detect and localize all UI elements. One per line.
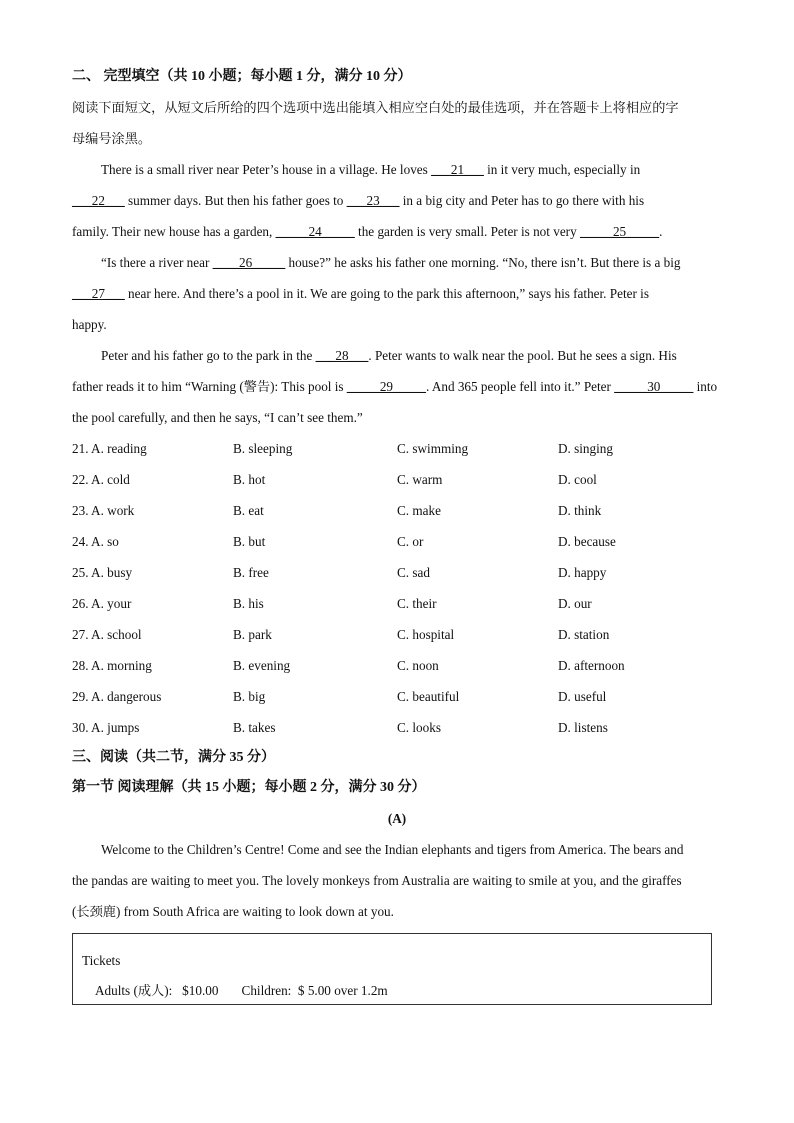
option-c: C. noon xyxy=(397,658,439,673)
option-c: C. warm xyxy=(397,472,443,487)
option-d: D. because xyxy=(558,534,616,549)
option-b: B. big xyxy=(233,689,266,704)
section2-heading: 二、 完型填空（共 10 小题；每小题 1 分，满分 10 分） xyxy=(72,69,412,84)
passage-line: There is a small river near Peter’s house in a village. He loves ___21___ in it very much, especially in xyxy=(101,162,641,177)
option-a: 21. A. reading xyxy=(72,441,147,456)
instruction-line-1: 阅读下面短文，从短文后所给的四个选项中选出能填入相应空白处的最佳选项，并在答题卡上将相应的字 xyxy=(72,100,679,115)
option-a: 27. A. school xyxy=(72,627,142,642)
option-d: D. think xyxy=(558,503,602,518)
option-c: C. their xyxy=(397,596,437,611)
option-c: C. looks xyxy=(397,720,441,735)
tickets-title: Tickets xyxy=(82,953,121,968)
option-b: B. but xyxy=(233,534,266,549)
passage-line: happy. xyxy=(72,317,107,332)
option-a: 28. A. morning xyxy=(72,658,152,673)
option-d: D. our xyxy=(558,596,592,611)
passage-line: the pool carefully, and then he says, “I can’t see them.” xyxy=(72,410,363,425)
passage-line: ___22___ summer days. But then his father goes to ___23___ in a big city and Peter has to go there with his xyxy=(72,193,645,208)
passage-label: (A) xyxy=(387,811,407,826)
blank-21: ___21___ xyxy=(431,162,484,177)
option-b: B. park xyxy=(233,627,272,642)
option-c: C. sad xyxy=(397,565,430,580)
passage-a-line: the pandas are waiting to meet you. The lovely monkeys from Australia are waiting to smile at you, and the giraffes xyxy=(72,873,682,888)
blank-22: ___22___ xyxy=(72,193,125,208)
blank-25: _____25_____ xyxy=(579,224,660,239)
option-a: 25. A. busy xyxy=(72,565,133,580)
option-b: B. hot xyxy=(233,472,266,487)
option-b: B. evening xyxy=(233,658,291,673)
blank-23: ___23___ xyxy=(346,193,400,208)
option-d: D. afternoon xyxy=(558,658,625,673)
option-d: D. happy xyxy=(558,565,607,580)
option-a: 23. A. work xyxy=(72,503,135,518)
part1-heading: 第一节 阅读理解（共 15 小题；每小题 2 分，满分 30 分） xyxy=(72,780,426,795)
question-row xyxy=(72,433,722,464)
question-row xyxy=(72,619,722,650)
tickets-prices: Adults (成人): $10.00 Children: $ 5.00 over 1.2m xyxy=(95,983,388,998)
question-row xyxy=(72,557,722,588)
passage-line: family. Their new house has a garden, _____24_____ the garden is very small. Peter is not very _____25_____. xyxy=(72,224,663,239)
option-b: B. free xyxy=(233,565,269,580)
option-a: 22. A. cold xyxy=(72,472,130,487)
blank-24: _____24_____ xyxy=(275,224,355,239)
option-b: B. sleeping xyxy=(233,441,293,456)
option-c: C. beautiful xyxy=(397,689,460,704)
option-d: D. listens xyxy=(558,720,608,735)
question-options xyxy=(72,433,722,743)
passage-line: father reads it to him “Warning (警告): This pool is _____29_____. And 365 people fell into it.” Peter _____30_____ into xyxy=(72,379,718,394)
instruction-line-2: 母编号涂黑。 xyxy=(72,131,152,146)
passage-a-line: Welcome to the Children’s Centre! Come and see the Indian elephants and tigers from America. The bears and xyxy=(101,842,684,857)
question-row xyxy=(72,495,722,526)
blank-28: ___28___ xyxy=(315,348,369,363)
option-c: C. or xyxy=(397,534,424,549)
question-row xyxy=(72,526,722,557)
option-a: 24. A. so xyxy=(72,534,119,549)
blank-27: ___27___ xyxy=(72,286,125,301)
option-b: B. eat xyxy=(233,503,264,518)
option-d: D. station xyxy=(558,627,610,642)
passage-line: Peter and his father go to the park in the ___28___. Peter wants to walk near the pool. But he sees a sign. His xyxy=(101,348,677,363)
document-page xyxy=(72,62,722,1005)
option-d: D. cool xyxy=(558,472,597,487)
blank-29: _____29_____ xyxy=(346,379,426,394)
option-c: C. hospital xyxy=(397,627,455,642)
passage-line: “Is there a river near ____26_____ house?” he asks his father one morning. “No, there isn’t. But there is a big xyxy=(101,255,681,270)
question-row xyxy=(72,650,722,681)
option-a: 29. A. dangerous xyxy=(72,689,162,704)
blank-30: _____30_____ xyxy=(614,379,694,394)
question-row xyxy=(72,464,722,495)
option-b: B. his xyxy=(233,596,264,611)
option-a: 26. A. your xyxy=(72,596,132,611)
passage-line: ___27___ near here. And there’s a pool in it. We are going to the park this afternoon,” says his father. Peter is xyxy=(72,286,649,301)
question-row xyxy=(72,588,722,619)
option-a: 30. A. jumps xyxy=(72,720,140,735)
question-row xyxy=(72,712,722,743)
section3-heading: 三、阅读（共二节，满分 35 分） xyxy=(72,750,275,765)
tickets-box xyxy=(72,933,712,1005)
question-row xyxy=(72,681,722,712)
option-c: C. make xyxy=(397,503,441,518)
option-d: D. singing xyxy=(558,441,613,456)
passage-a-line: (长颈鹿) from South Africa are waiting to look down at you. xyxy=(72,904,394,919)
blank-26: ____26_____ xyxy=(212,255,286,270)
option-b: B. takes xyxy=(233,720,276,735)
option-c: C. swimming xyxy=(397,441,469,456)
option-d: D. useful xyxy=(558,689,607,704)
